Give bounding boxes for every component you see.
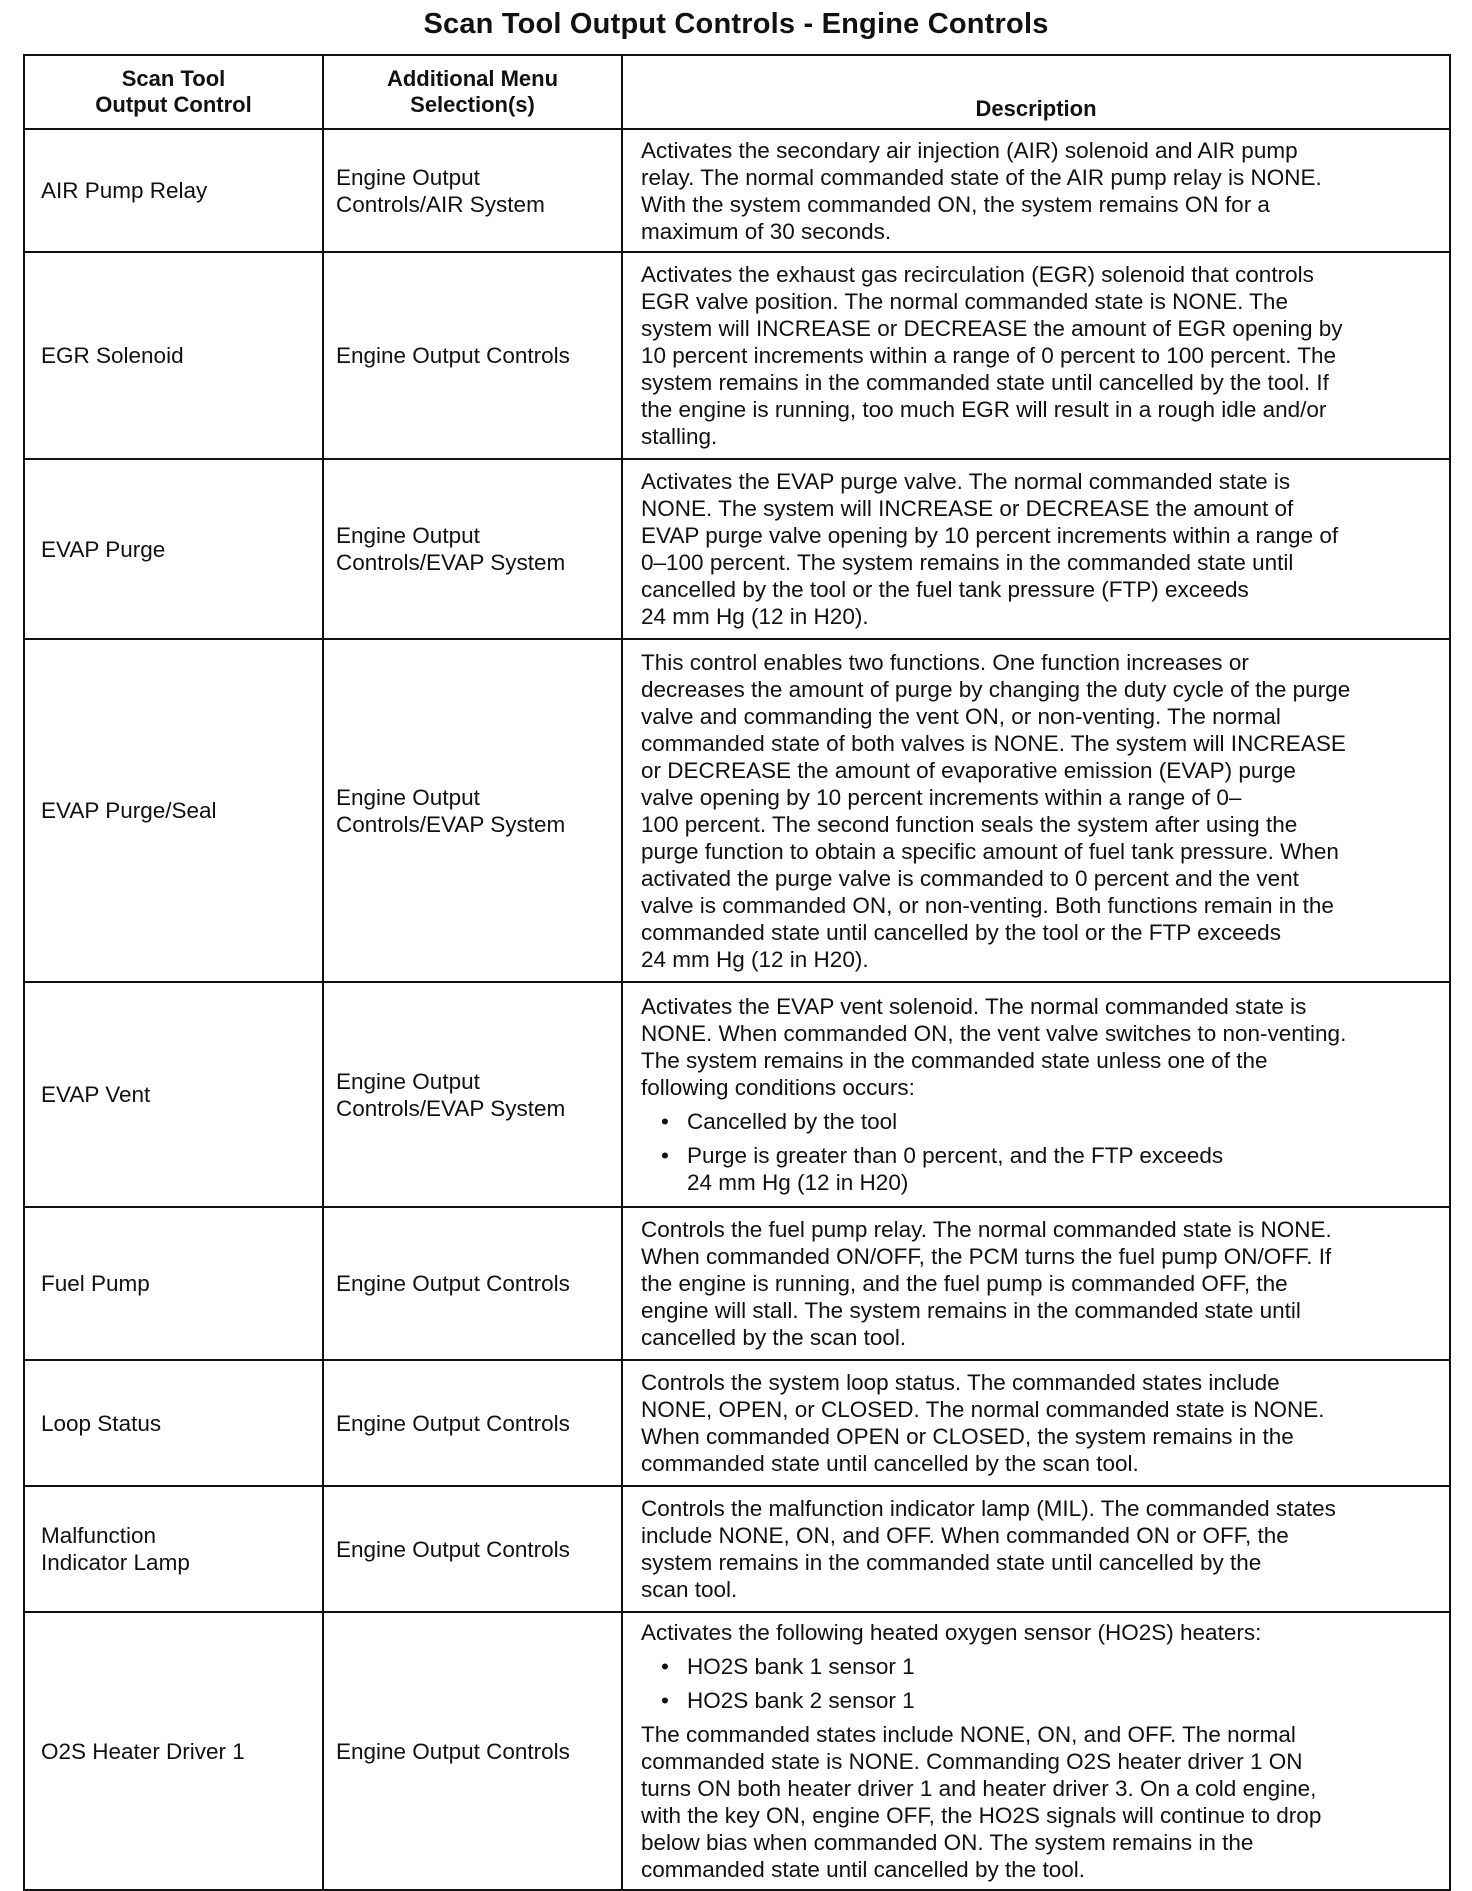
- description-cell: Activates the exhaust gas recirculation (EGR) solenoid that controls EGR valve position. The normal commanded state is NONE. The system will INCREASE or DECREASE the amount of EGR opening by 10 percent increments within a range of 0 percent to 100 percent. The system remains in the commanded state until cancelled by the tool. If the engine is running, too much EGR will result in a rough idle and/or stalling.: [622, 252, 1450, 459]
- output-control-cell: Malfunction Indicator Lamp: [24, 1486, 323, 1612]
- bullet-icon: •: [661, 1654, 669, 1679]
- bullet-item: [661, 1653, 1441, 1680]
- table-row: [24, 1486, 1450, 1612]
- table-row: [24, 1612, 1450, 1890]
- description-cell: Controls the system loop status. The commanded states include NONE, OPEN, or CLOSED. The normal commanded state is NONE. When commanded OPEN or CLOSED, the system remains in the commanded state until cancelled by the scan tool.: [622, 1360, 1450, 1486]
- output-controls-table: [23, 54, 1451, 1891]
- description-cell: Controls the fuel pump relay. The normal commanded state is NONE. When commanded ON/OFF, the PCM turns the fuel pump ON/OFF. If the engine is running, and the fuel pump is commanded OFF, the engine will stall. The system remains in the commanded state until cancelled by the scan tool.: [622, 1207, 1450, 1360]
- bullet-icon: •: [661, 1109, 669, 1134]
- description-cell: This control enables two functions. One function increases or decreases the amount of purge by changing the duty cycle of the purge valve and commanding the vent ON, or non-venting. The normal commanded state of both valves is NONE. The system will INCREASE or DECREASE the amount of evaporative emission (EVAP) purge valve opening by 10 percent increments within a range of 0– 100 percent. The second function seals the system after using the purge function to obtain a specific amount of fuel tank pressure. When activated the purge valve is commanded to 0 percent and the vent valve is commanded ON, or non-venting. Both functions remain in the commanded state until cancelled by the tool or the FTP exceeds 24 mm Hg (12 in H20).: [622, 639, 1450, 982]
- header-description-text: Description: [975, 96, 1097, 121]
- table-row: [24, 639, 1450, 982]
- menu-selection-cell: Engine Output Controls: [323, 1360, 622, 1486]
- menu-selection-cell: Engine Output Controls: [323, 1486, 622, 1612]
- bullet-item: [661, 1108, 1441, 1135]
- table-row: [24, 252, 1450, 459]
- header-description: [622, 55, 1450, 129]
- bullet-text: HO2S bank 2 sensor 1: [687, 1688, 915, 1713]
- menu-selection-cell: Engine Output Controls: [323, 1612, 622, 1890]
- table-row: [24, 1207, 1450, 1360]
- table-row: [24, 129, 1450, 252]
- description-text: Activates the EVAP vent solenoid. The normal commanded state is NONE. When commanded ON, the vent valve switches to non-venting. The system remains in the commanded state unless one of the following conditions occurs:: [641, 994, 1347, 1100]
- menu-selection-cell: Engine Output Controls: [323, 1207, 622, 1360]
- menu-selection-cell: Engine Output Controls/EVAP System: [323, 459, 622, 639]
- bullet-icon: •: [661, 1688, 669, 1713]
- menu-selection-cell: Engine Output Controls/EVAP System: [323, 639, 622, 982]
- header-row: [24, 55, 1450, 129]
- bullet-text: Cancelled by the tool: [687, 1109, 898, 1134]
- output-control-cell: Fuel Pump: [24, 1207, 323, 1360]
- output-control-cell: AIR Pump Relay: [24, 129, 323, 252]
- header-menu-selection-text: Additional Menu Selection(s): [386, 66, 559, 117]
- table-row: [24, 459, 1450, 639]
- menu-selection-cell: Engine Output Controls/AIR System: [323, 129, 622, 252]
- description-cell: Activates the secondary air injection (AIR) solenoid and AIR pump relay. The normal commanded state of the AIR pump relay is NONE. With the system commanded ON, the system remains ON for a maximum of 30 seconds.: [622, 129, 1450, 252]
- output-control-cell: O2S Heater Driver 1: [24, 1612, 323, 1890]
- output-control-cell: EVAP Purge: [24, 459, 323, 639]
- description-text: Activates the following heated oxygen sensor (HO2S) heaters:: [641, 1620, 1262, 1645]
- output-control-cell: EVAP Purge/Seal: [24, 639, 323, 982]
- bullet-item: [661, 1687, 1441, 1714]
- description-cell: Activates the EVAP purge valve. The normal commanded state is NONE. The system will INCREASE or DECREASE the amount of EVAP purge valve opening by 10 percent increments within a range of 0–100 percent. The system remains in the commanded state until cancelled by the tool or the fuel tank pressure (FTP) exceeds 24 mm Hg (12 in H20).: [622, 459, 1450, 639]
- output-control-cell: EVAP Vent: [24, 982, 323, 1207]
- header-menu-selection: [323, 55, 622, 129]
- bullet-text: Purge is greater than 0 percent, and the FTP exceeds 24 mm Hg (12 in H20): [687, 1143, 1224, 1195]
- bullet-icon: •: [661, 1143, 669, 1168]
- description-text-continued: The commanded states include NONE, ON, and OFF. The normal commanded state is NONE. Commanding O2S heater driver 1 ON turns ON both heater driver 1 and heater driver 3. On a cold engine, with the key ON, engine OFF, the HO2S signals will continue to drop below bias when commanded ON. The system remains in the commanded state until cancelled by the tool.: [641, 1722, 1322, 1882]
- output-control-cell: Loop Status: [24, 1360, 323, 1486]
- header-output-control-text: Scan Tool Output Control: [95, 66, 252, 117]
- menu-selection-cell: Engine Output Controls/EVAP System: [323, 982, 622, 1207]
- output-control-cell: EGR Solenoid: [24, 252, 323, 459]
- menu-selection-cell: Engine Output Controls: [323, 252, 622, 459]
- table-row: [24, 1360, 1450, 1486]
- description-cell: [622, 1612, 1450, 1890]
- bullet-text: HO2S bank 1 sensor 1: [687, 1654, 915, 1679]
- description-cell: [622, 982, 1450, 1207]
- description-cell: Controls the malfunction indicator lamp (MIL). The commanded states include NONE, ON, and OFF. When commanded ON or OFF, the system remains in the commanded state until cancelled by the scan tool.: [622, 1486, 1450, 1612]
- header-output-control: [24, 55, 323, 129]
- table-row: [24, 982, 1450, 1207]
- bullet-item: [661, 1142, 1441, 1196]
- page-title: Scan Tool Output Controls - Engine Controls: [423, 8, 1049, 40]
